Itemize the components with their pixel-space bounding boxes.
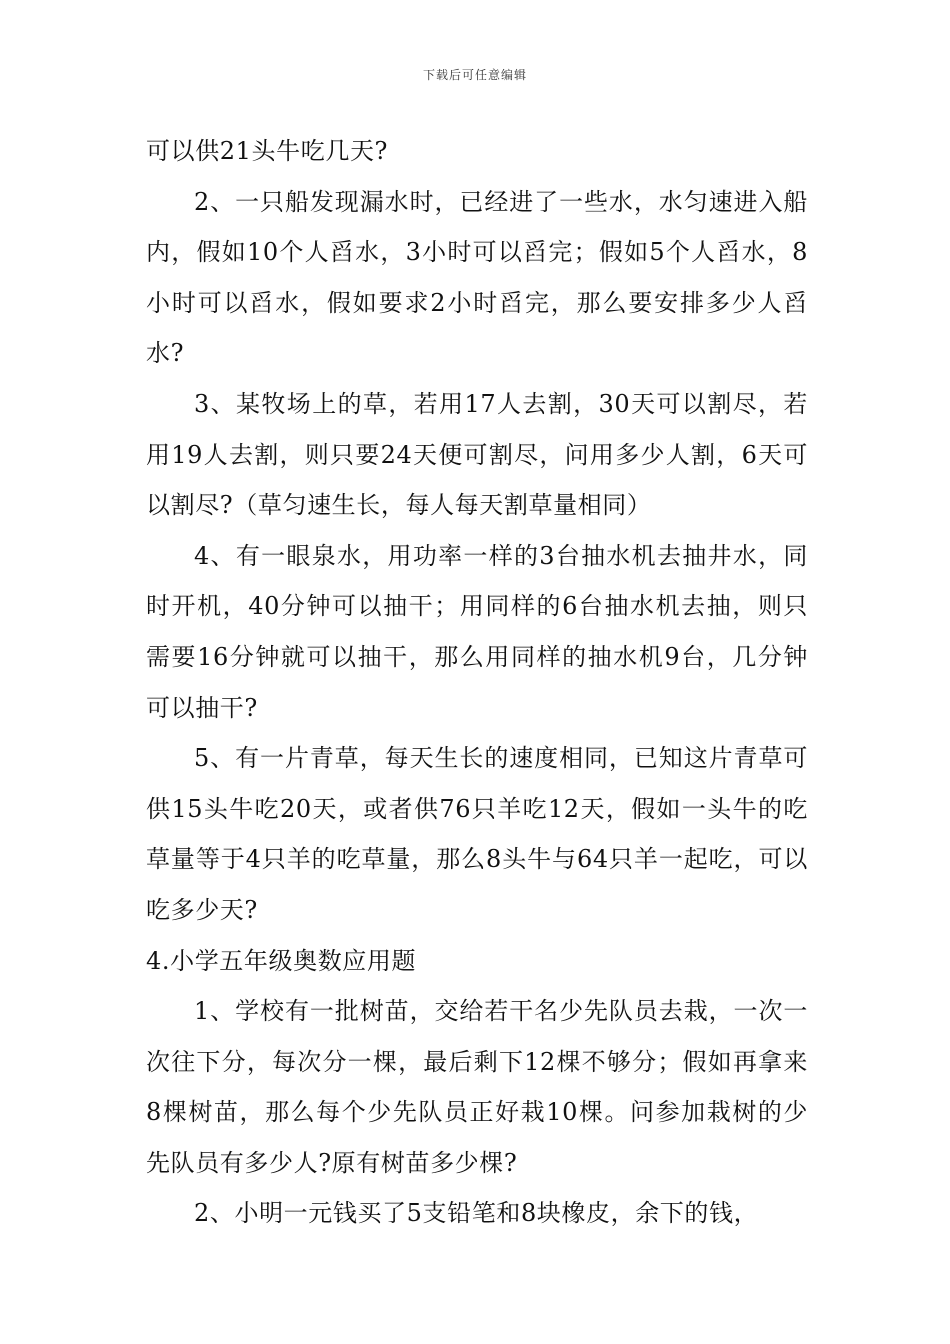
document-body	[146, 126, 808, 1239]
problem-5-grass-cattle-sheep: 5、有一片青草，每天生长的速度相同，已知这片青草可供15头牛吃20天，或者供76只羊吃12天，假如一头牛的吃草量等于4只羊的吃草量，那么8头牛与64只羊一起吃，可以吃多少天?	[146, 744, 808, 924]
page-header: 下载后可任意编辑	[422, 68, 527, 82]
problem-4-spring-pumps: 4、有一眼泉水，用功率一样的3台抽水机去抽井水，同时开机，40分钟可以抽干；用同样的6台抽水机去抽，则只需要16分钟就可以抽干，那么用同样的抽水机9台，几分钟可以抽干?	[146, 541, 808, 722]
paragraph-continuation: 可以供21头牛吃几天?	[146, 137, 389, 165]
problem-3-pasture-mowing: 3、某牧场上的草，若用17人去割，30天可以割尽，若用19人去割，则只要24天便可割尽，问用多少人割，6天可以割尽?（草匀速生长，每人每天割草量相同）	[146, 389, 808, 520]
problem-1-saplings: 1、学校有一批树苗，交给若干名少先队员去栽，一次一次往下分，每次分一棵，最后剩下12棵不够分；假如再拿来8棵树苗，那么每个少先队员正好栽10棵。问参加栽树的少先队员有多少人?原有树苗多少棵?	[146, 997, 808, 1177]
problem-2-pencils-erasers: 2、小明一元钱买了5支铅笔和8块橡皮，余下的钱，	[194, 1199, 759, 1228]
problem-2-boat-leak: 2、一只船发现漏水时，已经进了一些水，水匀速进入船内，假如10个人舀水，3小时可以舀完；假如5个人舀水，8小时可以舀水，假如要求2小时舀完，那么要安排多少人舀水?	[146, 187, 808, 368]
section-heading: 4.小学五年级奥数应用题	[146, 946, 417, 975]
